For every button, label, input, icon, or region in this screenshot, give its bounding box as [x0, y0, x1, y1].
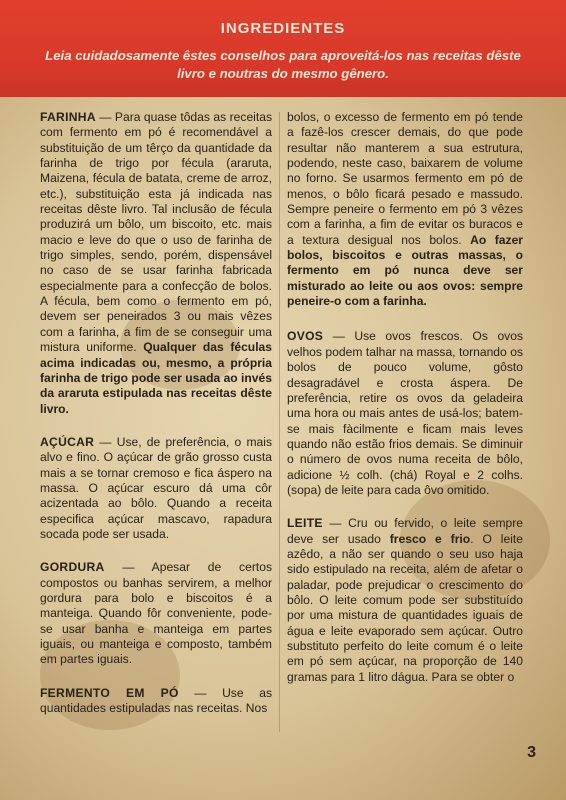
bold-leite: fresco e frio [389, 531, 471, 546]
term-fermento: FERMENTO EM PÓ [40, 685, 179, 700]
term-gordura: GORDURA [40, 560, 105, 575]
page-number: 3 [527, 744, 536, 761]
section-ovos [287, 329, 523, 498]
section-leite [287, 516, 523, 685]
header-title: INGREDIENTES [220, 20, 346, 37]
ingredients-header-banner [0, 0, 566, 97]
bold-farinha: Qualquer das féculas acima indicadas ou, mesmo, a própria farinha de trigo pode ser usada ao invés da araruta estipulada nas receitas dêste livro. [40, 340, 273, 416]
left-column [40, 110, 272, 734]
text-ovos: — Use ovos frescos. Os ovos velhos podem talhar na massa, tornando os bolos de pouco volume, gôsto desagradável e crosta áspera. De preferência, retire os ovos da geladeira uma hora ou mais antes de usá-los; batem-se mais fàcilmente e ficam mais leves quando não estão frios demais. Se diminuir o número de ovos numa receita de bôlo, adicione ½ colh. (chá) Royal e 2 colhs. (sopa) de leite para cada ôvo omitido. [287, 329, 523, 497]
section-farinha [40, 110, 272, 417]
term-acucar: AÇÚCAR [40, 434, 95, 449]
term-ovos: OVOS [287, 329, 324, 344]
section-fermento-continued [287, 110, 523, 309]
text-leite-after: . O leite azêdo, a não ser quando o seu uso haja sido estipulado na receita, além de afetar o paladar, pode prejudicar o crescimento do bôlo. O leite comum pode ser substituído por uma mistura de quantidades iguais de água e leite evaporado sem açúcar. Outro substituto perfeito do leite comum é o leite em pó sem açúcar, na proporção de 140 gramas para 1 litro dágua. Para se obter o [287, 531, 523, 684]
section-acucar [40, 435, 272, 542]
text-leite-before: — Cru ou fervido, o leite sempre deve ser usado [287, 516, 523, 546]
term-leite: LEITE [287, 516, 323, 531]
section-gordura [40, 560, 272, 667]
text-fermento: — Use as quantidades estipuladas nas receitas. Nos [40, 685, 272, 716]
column-divider [279, 112, 280, 732]
right-column [287, 110, 523, 703]
text-gordura: — Apesar de certos compostos ou banhas servirem, a melhor gordura para bolo e biscoitos é a manteiga. Quando fôr conveniente, pode-se usar banha e manteiga em partes iguais, ou manteiga e composto, também em partes iguais. [40, 560, 272, 667]
text-acucar: — Use, de preferência, o mais alvo e fino. O açúcar de grão grosso custa mais a se tornar cremoso e fica áspero na massa. O açúcar escuro dá uma côr acizentada ao bôlo. Quando a receita especifica açúcar mascavo, rapadura socada pode ser usada. [40, 434, 272, 541]
header-subtitle: Leia cuidadosamente êstes conselhos para aproveitá-los nas receitas dêste livro e noutras do mesmo gênero. [45, 48, 521, 81]
text-farinha: — Para quase tôdas as receitas com fermento em pó é recomendável a substituição de um têrço da quantidade da farinha de trigo por fécula (araruta, Maizena, fécula de batata, creme de arroz, etc.), substituição esta já indicada nas receitas dêste livro. Tal inclusão de fécula produzirá um bôlo, um biscoito, etc. mais macio e leve do que o uso de farinha de trigo simples, sendo, porém, dispensável no caso de se usar farinha fabricada especialmente para a confecção de bolos. A fécula, bem como o fermento em pó, devem ser peneirados 3 ou mais vêzes com a farinha, a fim de se conseguir uma mistura uniforme. [40, 110, 272, 355]
section-fermento [40, 686, 272, 717]
bold-fermento: Ao fazer bolos, biscoitos e outras massas, o fermento em pó nunca deve ser misturado ao leite ou aos ovos: sempre peneire-o com a farinha. [287, 232, 523, 309]
term-farinha: FARINHA [40, 110, 96, 124]
text-fermento-continued: bolos, o excesso de fermento em pó tende a fazê-los crescer demais, do que pode resultar não manterem a sua estrutura, podendo, neste caso, baixarem de volume no forno. Se usarmos fermento em pó de menos, o bôlo ficará pesado e massudo. Sempre peneire o fermento em pó 3 vêzes com a farinha, a fim de evitar os buracos e a textura desigual nos bolos. [287, 110, 523, 247]
